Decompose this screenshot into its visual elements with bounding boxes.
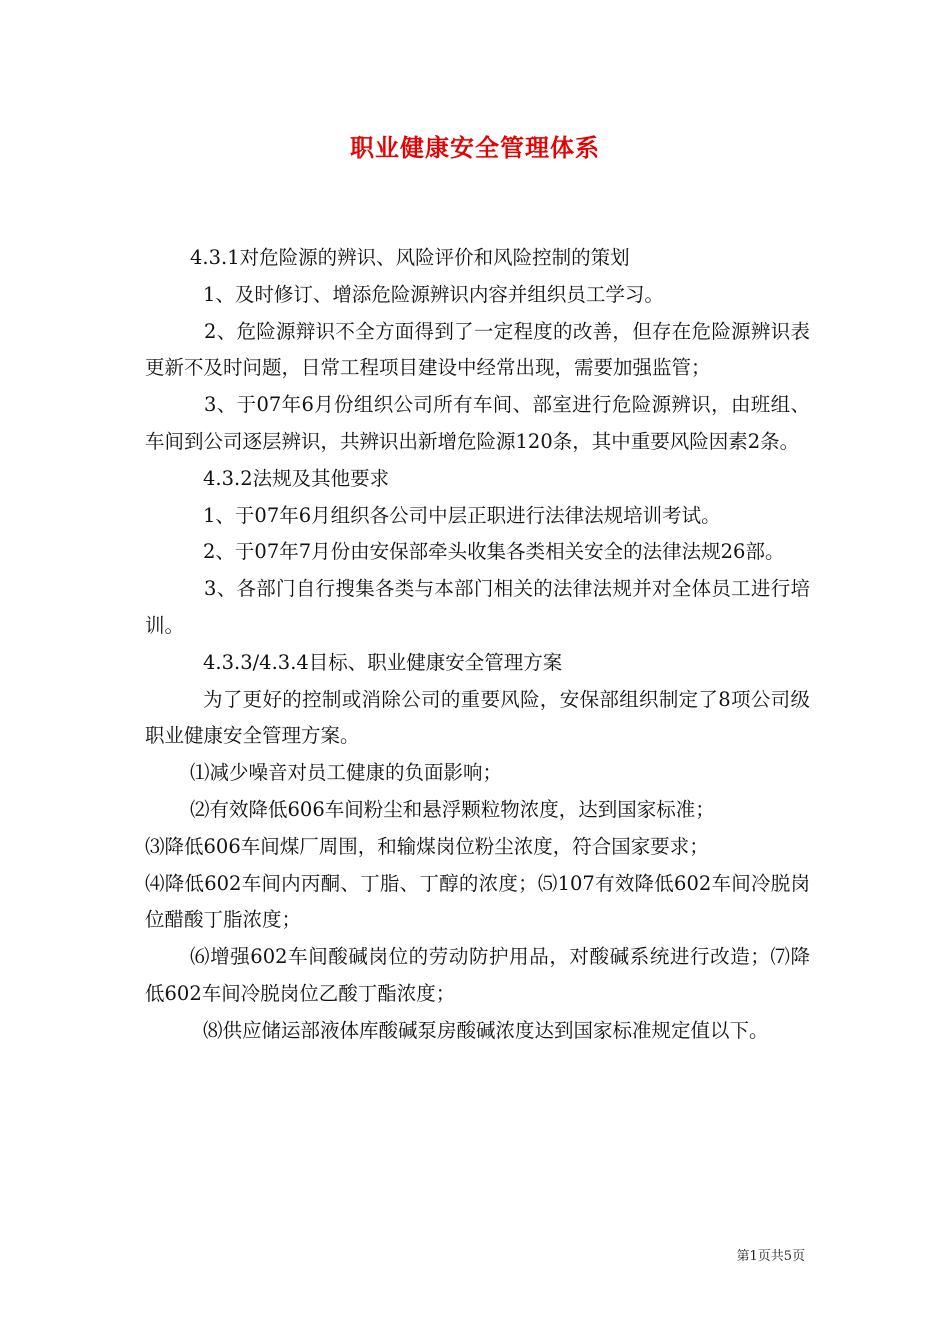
- list-item: ⑹增强602车间酸碱岗位的劳动防护用品，对酸碱系统进行改造；⑺降低602车间冷脱岗位乙酸丁酯浓度；: [145, 945, 810, 1005]
- list-item: ⑴减少噪音对员工健康的负面影响；: [190, 761, 503, 785]
- list-item: ⑶降低606车间煤厂周围，和输煤岗位粉尘浓度，符合国家要求；: [145, 834, 709, 858]
- section-heading-4-3-3: 4.3.3/4.3.4目标、职业健康安全管理方案: [203, 650, 563, 674]
- section-heading-4-3-1: 4.3.1对危险源的辨识、风险评价和风险控制的策划: [190, 246, 630, 269]
- list-item: ⑷降低602车间内丙酮、丁脂、丁醇的浓度；⑸107有效降低602车间冷脱岗位醋酸丁脂浓度；: [145, 871, 810, 932]
- document-title: 职业健康安全管理体系: [350, 133, 600, 162]
- paragraph: 2、于07年7月份由安保部牵头收集各类相关安全的法律法规26部。: [203, 540, 785, 564]
- paragraph: 1、于07年6月组织各公司中层正职进行法律法规培训考试。: [203, 503, 721, 527]
- list-item: ⑵有效降低606车间粉尘和悬浮颗粒物浓度，达到国家标准；: [190, 797, 715, 821]
- paragraph: 1、及时修订、增添危险源辨识内容并组织员工学习。: [203, 282, 664, 306]
- paragraph: 3、于07年6月份组织公司所有车间、部室进行危险源辨识，由班组、车间到公司逐层辨识，共辨识出新增危险源120条，其中重要风险因素2条。: [145, 393, 810, 453]
- document-body: [145, 240, 810, 1050]
- paragraph: 为了更好的控制或消除公司的重要风险，安保部组织制定了8项公司级职业健康安全管理方案。: [145, 687, 810, 748]
- page-number: 第1页共5页: [736, 1249, 805, 1264]
- paragraph: 2、危险源辩识不全方面得到了一定程度的改善，但存在危险源辨识表更新不及时问题，日常工程项目建设中经常出现，需要加强监管；: [145, 319, 810, 380]
- section-heading-4-3-2: 4.3.2法规及其他要求: [203, 466, 390, 490]
- paragraph: 3、各部门自行搜集各类与本部门相关的法律法规并对全体员工进行培训。: [145, 577, 810, 637]
- list-item: ⑻供应储运部液体库酸碱泵房酸碱浓度达到国家标准规定值以下。: [203, 1018, 769, 1042]
